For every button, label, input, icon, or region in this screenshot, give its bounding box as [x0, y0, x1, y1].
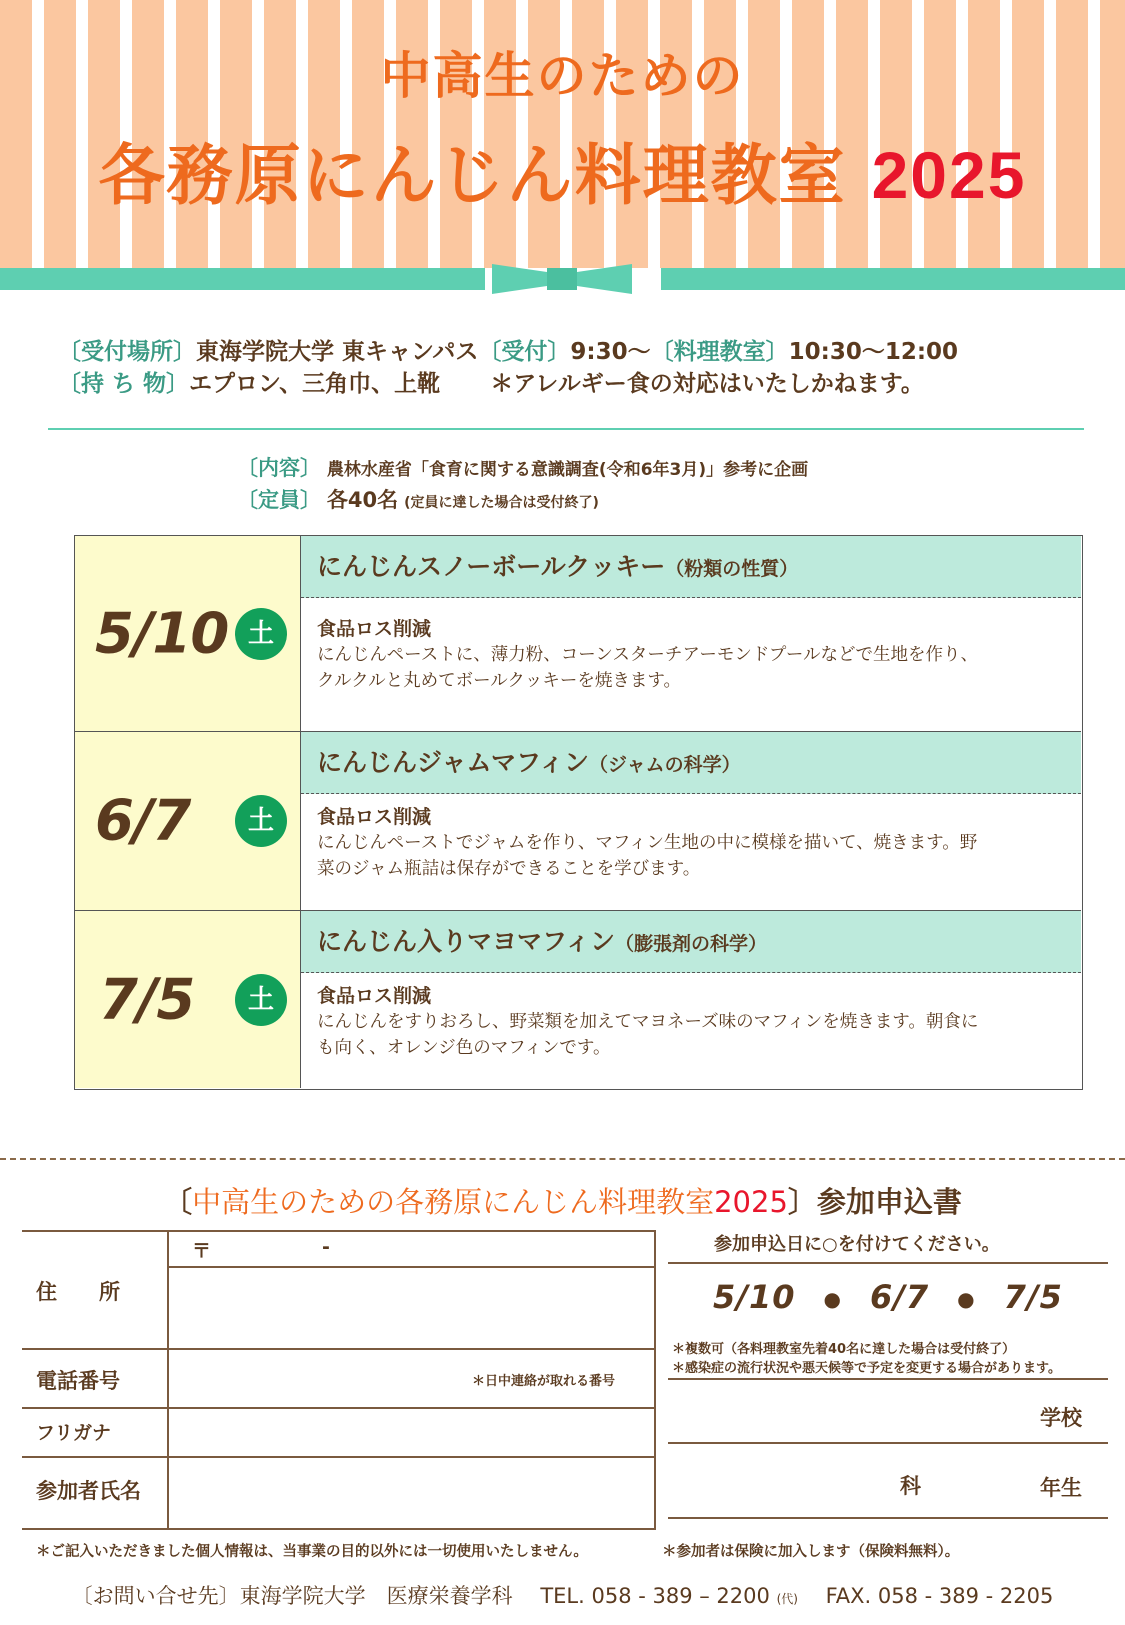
furigana-label: フリガナ — [36, 1422, 112, 1444]
dish-title — [301, 732, 1081, 794]
capacity-label: 〔定員〕 — [237, 488, 321, 512]
dish-title — [301, 911, 1081, 973]
content-line — [237, 452, 808, 482]
address-input[interactable] — [170, 1268, 654, 1348]
note-multiple: ＊複数可（各料理教室先着40名に達した場合は受付終了） — [672, 1342, 1016, 1357]
dish-name: にんじんジャムマフィン — [317, 748, 590, 777]
title-year: 2025 — [871, 138, 1027, 212]
info-line1 — [58, 333, 958, 366]
session-date: 7/5 — [99, 967, 195, 1032]
capacity-line — [237, 484, 599, 514]
desc-heading: 食品ロス削減 — [317, 618, 432, 640]
session-date: 6/7 — [95, 788, 191, 854]
grade-label: 年生 — [1040, 1476, 1082, 1500]
title-main: 各務原にんじん料理教室 — [98, 137, 847, 214]
postal-mark: 〒 — [192, 1240, 212, 1262]
content-label: 〔内容〕 — [237, 456, 321, 480]
date-cell — [75, 911, 301, 1088]
desc-line: 菜のジャム瓶詰は保存ができることを学びます。 — [317, 859, 701, 879]
desc-heading: 食品ロス削減 — [317, 806, 432, 828]
contact-org: 東海学院大学 医療栄養学科 — [239, 1584, 513, 1608]
dish-desc — [317, 983, 1069, 1061]
application-table — [22, 1230, 656, 1530]
desc-line: クルクルと丸めてボールクッキーを焼きます。 — [317, 671, 681, 691]
desc-line: も向く、オレンジ色のマフィンです。 — [317, 1038, 611, 1058]
cut-line — [0, 1158, 1125, 1160]
dot-separator: ● — [957, 1287, 976, 1311]
choose-instruction: 参加申込日に○を付けてください。 — [714, 1234, 1000, 1255]
day-badge: 土 — [235, 974, 287, 1026]
title-line1: 中高生のための — [380, 47, 745, 105]
session-row — [75, 911, 1081, 1088]
desc-line: にんじんペーストでジャムを作り、マフィン生地の中に模様を描いて、焼きます。野 — [317, 833, 978, 853]
dish-desc — [317, 616, 1069, 694]
venue: 東海学院大学 東キャンパス — [196, 339, 479, 365]
address-label: 住 所 — [36, 1280, 120, 1304]
capacity: 各40名 — [326, 488, 399, 512]
dot-separator: ● — [823, 1287, 842, 1311]
class-time: 10:30〜12:00 — [788, 339, 959, 365]
form-title-suffix: 参加申込書 — [816, 1185, 962, 1219]
dish-name: にんじん入りマヨマフィン — [317, 927, 616, 956]
venue-label: 〔受付場所〕 — [58, 339, 196, 365]
session-date: 5/10 — [95, 601, 229, 666]
privacy-note: ＊ご記入いただきました個人情報は、当事業の目的以外には一切使用いたしません。 — [36, 1544, 588, 1560]
desc-line: にんじんをすりおろし、野菜類を加えてマヨネーズ味のマフィンを焼きます。朝食に — [317, 1012, 979, 1032]
capacity-note: (定員に達した場合は受付終了) — [404, 495, 599, 511]
phone-note: ＊日中連絡が取れる番号 — [472, 1374, 616, 1389]
session-row — [75, 732, 1081, 911]
date-cell — [75, 536, 301, 731]
day-badge: 土 — [235, 608, 287, 660]
dish-desc — [317, 804, 1069, 882]
content: 農林水産省「食育に関する意識調査(令和6年3月)」参考に企画 — [326, 460, 809, 480]
dish-sub: （膨張剤の科学） — [615, 933, 768, 955]
desc-heading: 食品ロス削減 — [317, 985, 432, 1007]
contact-label: 〔お問い合せ先〕 — [71, 1584, 240, 1608]
dish-name: にんじんスノーボールクッキー — [317, 552, 666, 581]
bracket-close: 〕 — [787, 1185, 817, 1219]
dish-sub: （ジャムの科学） — [589, 754, 741, 776]
form-title-year: 2025 — [714, 1185, 788, 1219]
dish-sub: （粉類の性質） — [665, 558, 799, 580]
schedule-table — [74, 535, 1083, 1090]
reception-time: 9:30〜 — [570, 339, 651, 365]
dish-title — [301, 536, 1081, 598]
session-row — [75, 536, 1081, 732]
ribbon-right — [661, 268, 1125, 290]
allergy-note: ＊アレルギー食の対応はいたしかねます。 — [490, 371, 924, 397]
info-line2 — [58, 365, 924, 398]
form-title-name: 中高生のための各務原にんじん料理教室 — [192, 1185, 715, 1219]
name-input[interactable] — [170, 1458, 654, 1528]
phone-input[interactable] — [170, 1350, 654, 1407]
school-input[interactable] — [668, 1380, 1108, 1440]
date-cell — [75, 732, 301, 910]
title-line2 — [0, 122, 1125, 217]
contact-tel: TEL. 058 - 389 – 2200 — [540, 1584, 770, 1608]
bow-icon — [492, 262, 632, 296]
note-change: ＊感染症の流行状況や悪天候等で予定を変更する場合があります。 — [672, 1361, 1061, 1376]
school-label: 学校 — [1040, 1406, 1082, 1430]
name-label: 参加者氏名 — [36, 1479, 141, 1503]
date-choice[interactable]: 5/10 — [713, 1278, 796, 1316]
class-label: 〔料理教室〕 — [650, 339, 789, 365]
insurance-note: ＊参加者は保険に加入します（保険料無料）。 — [662, 1544, 960, 1560]
contact-fax: FAX. 058 - 389 - 2205 — [825, 1584, 1054, 1608]
ribbon-left — [0, 268, 485, 290]
furigana-input[interactable] — [170, 1409, 654, 1456]
contact-info — [0, 1580, 1125, 1610]
dept-label: 科 — [900, 1474, 921, 1498]
postal-code-input[interactable] — [170, 1232, 654, 1266]
form-title — [0, 1180, 1125, 1221]
date-choices — [713, 1278, 1063, 1316]
phone-label: 電話番号 — [36, 1369, 120, 1393]
date-choice[interactable]: 6/7 — [869, 1278, 930, 1316]
date-choice[interactable]: 7/5 — [1003, 1278, 1063, 1316]
contact-tel-suffix: (代) — [776, 1592, 798, 1606]
grade-input[interactable] — [668, 1444, 1108, 1514]
items-label: 〔持 ち 物〕 — [58, 371, 190, 397]
items: エプロン、三角巾、上靴 — [189, 371, 441, 397]
bracket-open: 〔 — [163, 1185, 193, 1219]
reception-label: 〔受付〕 — [478, 339, 571, 365]
day-badge: 土 — [235, 795, 287, 847]
postal-dash: - — [322, 1236, 330, 1258]
desc-line: にんじんペーストに、薄力粉、コーンスターチアーモンドプールなどで生地を作り、 — [317, 645, 978, 665]
divider — [48, 428, 1084, 430]
